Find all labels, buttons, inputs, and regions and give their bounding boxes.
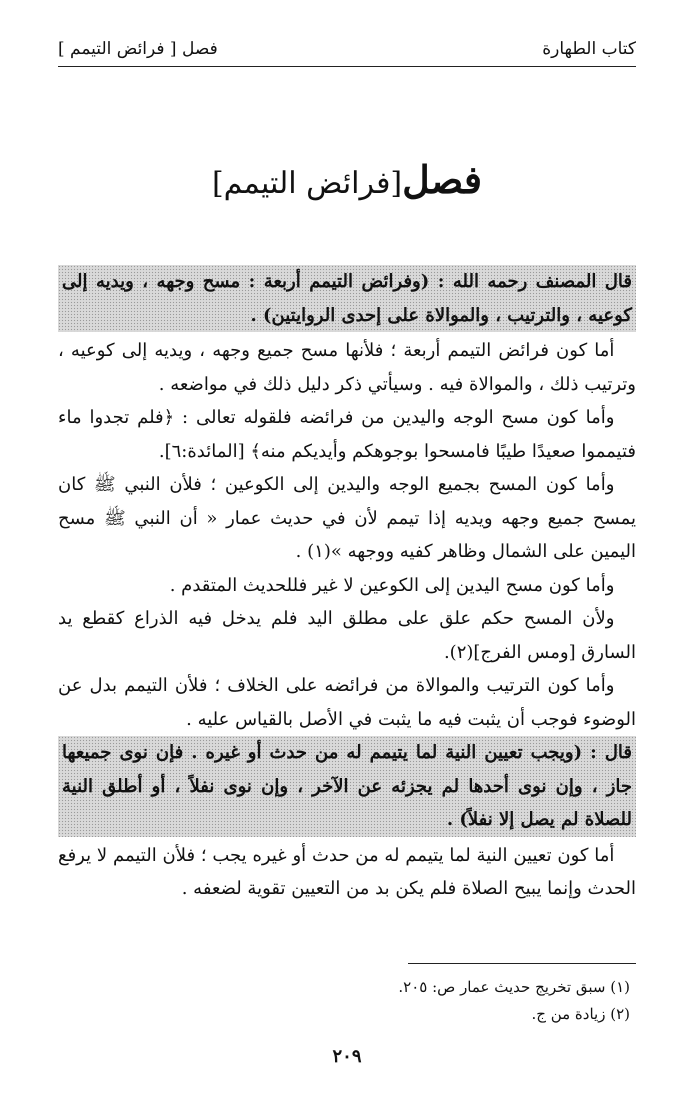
book-page (58, 0, 636, 1103)
header-book-title: كتاب الطهارة (542, 39, 636, 59)
matn-paragraph: قال المصنف رحمه الله : (وفرائض التيمم أربعة : مسح وجهه ، ويديه إلى كوعيه ، والترتيب ، والموالاة على إحدى الروايتين) . (58, 265, 636, 332)
chapter-title (58, 150, 636, 214)
commentary-paragraph: أما كون فرائض التيمم أربعة ؛ فلأنها مسح جميع وجهه ، ويديه إلى كوعيه ، وترتيب ذلك ، والموالاة فيه . وسيأتي ذكر دليل ذلك في مواضعه . (58, 340, 636, 395)
commentary-paragraph: وأما كون مسح اليدين إلى الكوعين لا غير فللحديث المتقدم . (169, 574, 615, 596)
commentary-paragraph: أما كون تعيين النية لما يتيمم له من حدث أو غيره يجب ؛ فلأن التيمم لا يرفع الحدث وإنما يبيح الصلاة فلم يكن بد من التعيين تقوية لضعفه . (58, 844, 636, 899)
footnote-rule (408, 963, 636, 964)
chapter-title-sub: [فرائض التيمم] (211, 166, 403, 201)
commentary-paragraph: وأما كون الترتيب والموالاة من فرائضه على الخلاف ؛ فلأن التيمم بدل عن الوضوء فوجب أن يثبت فيه ما يثبت في الأصل بالقياس عليه . (58, 675, 636, 730)
footnote: (٢) زيادة من ج. (531, 1005, 630, 1023)
running-header (58, 36, 636, 62)
footnotes (58, 974, 636, 1028)
chapter-title-main: فصل (402, 157, 483, 202)
footnote: (١) سبق تخريج حديث عمار ص: ٢٠٥. (398, 978, 630, 996)
commentary-paragraph: وأما كون مسح الوجه واليدين من فرائضه فلقوله تعالى : ﴿فلم تجدوا ماء فتيمموا صعيدًا طيبًا فامسحوا بوجوهكم وأيديكم منه﴾ [المائدة:٦]. (58, 407, 636, 462)
page-number: ٢٠٩ (332, 1046, 362, 1067)
header-rule (58, 66, 636, 67)
commentary-paragraph: ولأن المسح حكم علق على مطلق اليد فلم يدخل فيه الذراع كقطع يد السارق [ومس الفرج](٢). (58, 608, 636, 663)
commentary-paragraph: وأما كون المسح بجميع الوجه واليدين إلى الكوعين ؛ فلأن النبي ﷺ كان يمسح جميع وجهه ويديه إذا تيمم لأن في حديث عمار « أن النبي ﷺ مسح اليمين على الشمال وظاهر كفيه ووجهه »(١) . (58, 474, 636, 562)
body-text (58, 265, 636, 906)
header-section-title: فصل [ فرائض التيمم ] (58, 39, 218, 59)
matn-paragraph: قال : (ويجب تعيين النية لما يتيمم له من حدث أو غيره . فإن نوى جميعها جاز ، وإن نوى أحدها لم يجزئه عن الآخر ، وإن نوى نفلاً ، أو أطلق النية للصلاة لم يصل إلا نفلاً) . (58, 736, 636, 837)
